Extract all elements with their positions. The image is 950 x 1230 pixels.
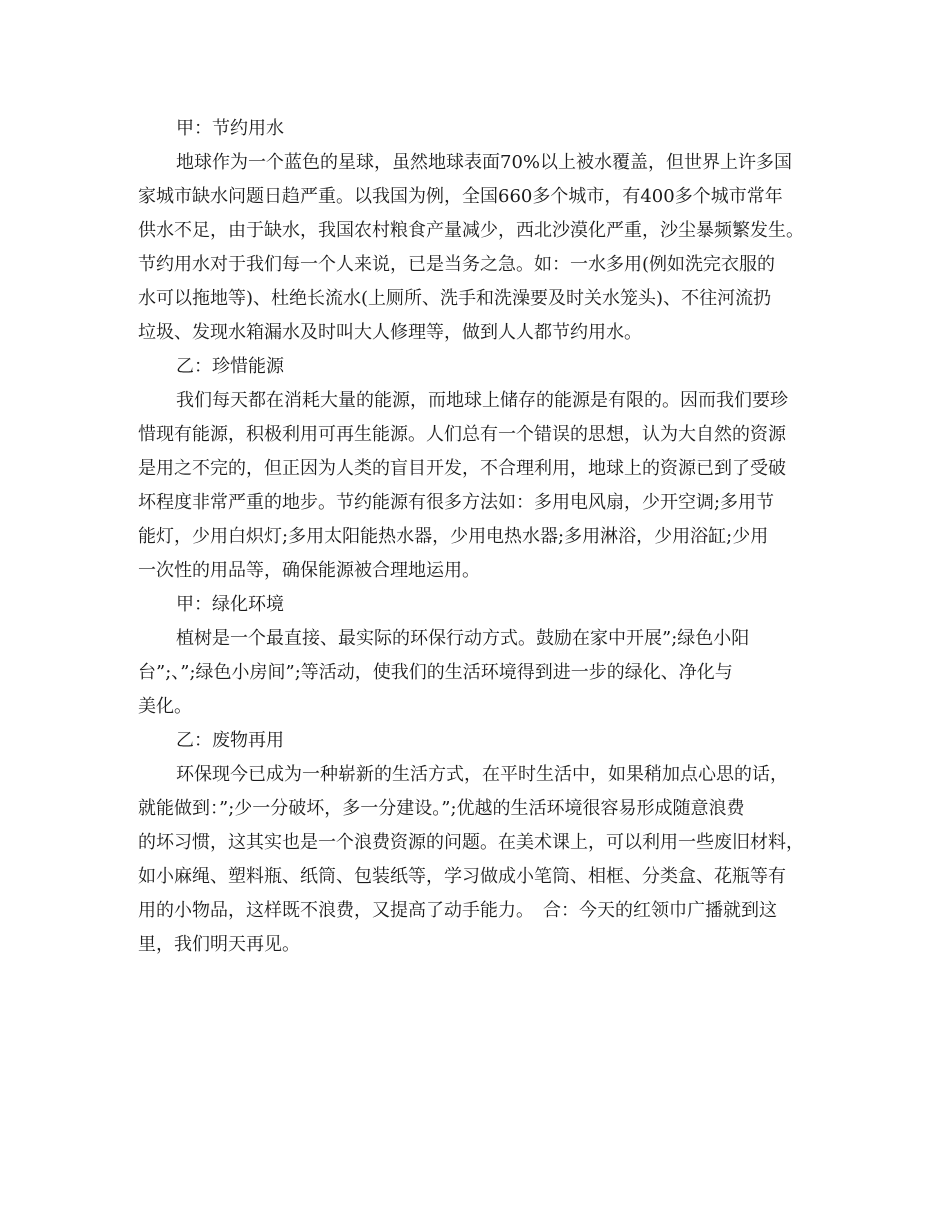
paragraph-line: 节约用水对于我们每一个人来说，已是当务之急。如：一水多用(例如洗完衣服的 (138, 254, 776, 275)
paragraph-line: 台”;、”;绿色小房间”;等活动，使我们的生活环境得到进一步的绿化、净化与 (138, 662, 733, 683)
section-heading-greening: 甲：绿化环境 (176, 594, 284, 615)
paragraph-line: 能灯，少用白炽灯;多用太阳能热水器，少用电热水器;多用淋浴，少用浴缸;少用 (138, 526, 769, 547)
paragraph-line: 一次性的用品等，确保能源被合理地运用。 (138, 560, 480, 581)
paragraph-line: 美化。 (138, 696, 192, 717)
paragraph-line: 水可以拖地等)、杜绝长流水(上厕所、洗手和洗澡要及时关水笼头)、不往河流扔 (138, 288, 772, 309)
section-paragraph-water (138, 146, 822, 350)
paragraph-line: 如小麻绳、塑料瓶、纸筒、包装纸等，学习做成小笔筒、相框、分类盒、花瓶等有 (138, 866, 786, 887)
paragraph-line: 的坏习惯，这其实也是一个浪费资源的问题。在美术课上，可以利用一些废旧材料， (138, 832, 804, 853)
paragraph-line: 里，我们明天再见。 (138, 934, 300, 955)
section-heading-reuse: 乙：废物再用 (176, 730, 284, 751)
section-heading-water: 甲：节约用水 (176, 118, 284, 139)
section-heading-energy: 乙：珍惜能源 (176, 356, 284, 377)
paragraph-line: 是用之不完的，但正因为人类的盲目开发，不合理利用，地球上的资源已到了受破 (138, 458, 786, 479)
paragraph-line: 环保现今已成为一种崭新的生活方式，在平时生活中，如果稍加点心思的话， (176, 764, 788, 785)
section-paragraph-greening (138, 622, 822, 724)
paragraph-line: 就能做到：”;少一分破坏，多一分建设。”;优越的生活环境很容易形成随意浪费 (138, 798, 745, 819)
section-paragraph-reuse (138, 758, 822, 962)
paragraph-line: 供水不足，由于缺水，我国农村粮食产量减少，西北沙漠化严重，沙尘暴频繁发生。 (138, 220, 804, 241)
paragraph-line: 家城市缺水问题日趋严重。以我国为例，全国660多个城市，有400多个城市常年 (138, 186, 783, 207)
paragraph-line: 我们每天都在消耗大量的能源，而地球上储存的能源是有限的。因而我们要珍 (176, 390, 788, 411)
paragraph-line: 惜现有能源，积极利用可再生能源。人们总有一个错误的思想，认为大自然的资源 (138, 424, 786, 445)
paragraph-line: 坏程度非常严重的地步。节约能源有很多方法如：多用电风扇，少开空调;多用节 (138, 492, 775, 513)
paragraph-line: 垃圾、发现水箱漏水及时叫大人修理等，做到人人都节约用水。 (138, 322, 642, 343)
paragraph-line: 用的小物品，这样既不浪费，又提高了动手能力。 合：今天的红领巾广播就到这 (138, 900, 777, 921)
document-body (138, 112, 822, 962)
section-paragraph-energy (138, 384, 822, 588)
paragraph-line: 植树是一个最直接、最实际的环保行动方式。鼓励在家中开展”;绿色小阳 (176, 628, 750, 649)
paragraph-line: 地球作为一个蓝色的星球，虽然地球表面70%以上被水覆盖，但世界上许多国 (176, 152, 793, 173)
